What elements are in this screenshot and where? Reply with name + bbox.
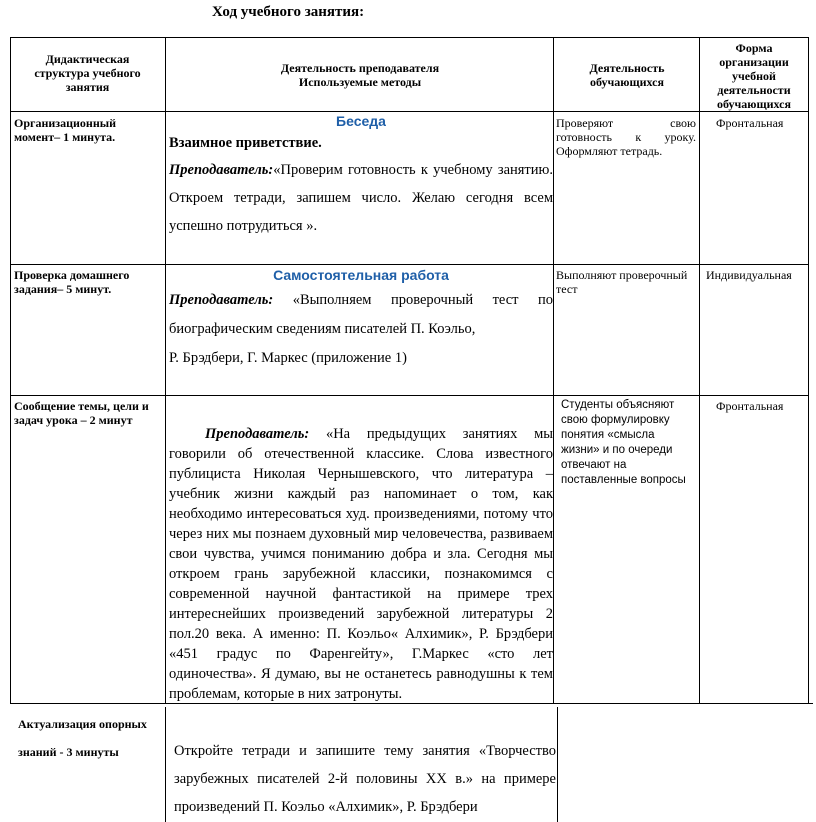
method-label: Беседа	[336, 113, 386, 129]
stage-topic-announcement: Сообщение темы, цели и задач урока – 2 минут	[14, 399, 149, 427]
col-border	[165, 707, 166, 822]
teacher-cell-2	[169, 268, 553, 373]
speech-text: «Проверим готовность к учебному занятию. Откроем тетради, запишем число. Желаю сегодня всем успешно потрудиться ».	[169, 162, 553, 234]
header-form: Форма организации учебной деятельности обучающихся	[717, 41, 791, 111]
stage-org-moment: Организационный момент– 1 минута.	[14, 116, 117, 144]
teacher-cell-4: Откройте тетради и запишите тему занятия «Творчество зарубежных писателей 2-й половины XX в.» на примере произведений П. Коэльо «Алхимик», Р. Брэдбери	[174, 743, 556, 815]
table-top-border	[10, 37, 809, 38]
students-cell-3: Студенты объясняют свою формулировку понятия «смысла жизни» и по очереди отвечают на поставленные вопросы	[561, 399, 686, 486]
header-teacher-activity	[170, 61, 550, 89]
col-border	[165, 37, 166, 704]
stage-homework-check: Проверка домашнего задания– 5 минут.	[14, 268, 130, 296]
speech-text: «Выполняем проверочный тест по биографическим сведениям писателей П. Коэльо,	[169, 292, 554, 337]
teacher-speech	[169, 156, 553, 240]
row-border	[10, 264, 809, 265]
table-right-border	[808, 37, 809, 704]
teacher-speech	[169, 286, 553, 344]
form-cell-3: Фронтальная	[716, 399, 784, 413]
header-students: Деятельность обучающихся	[589, 61, 665, 89]
speaker-label: Преподаватель:	[169, 162, 274, 178]
header-teacher-line2: Используемые методы	[298, 75, 422, 89]
form-cell-1: Фронтальная	[716, 116, 784, 130]
table-left-border	[10, 37, 11, 704]
header-structure: Дидактическая структура учебного занятия	[34, 52, 141, 94]
header-teacher-line1: Деятельность преподавателя	[280, 61, 440, 75]
page-title: Ход учебного занятия:	[212, 4, 365, 20]
students-cell-2: Выполняют проверочный тест	[556, 268, 688, 296]
teacher-cell-1	[169, 114, 553, 240]
col-border	[553, 37, 554, 704]
speaker-label: Преподаватель:	[205, 426, 310, 442]
col-border	[557, 707, 558, 822]
col-border	[699, 37, 700, 704]
speech-text-continued: Р. Брэдбери, Г. Маркес (приложение 1)	[169, 350, 407, 366]
teacher-cell-3	[169, 424, 553, 704]
stage-actualization: Актуализация опорных знаний - 3 минуты	[18, 717, 147, 759]
speaker-label: Преподаватель:	[169, 292, 274, 308]
header-bottom-border	[10, 111, 809, 112]
students-cell-1: Проверяют свою готовность к уроку. Оформляют тетрадь.	[556, 116, 696, 158]
method-label: Самостоятельная работа	[273, 267, 449, 283]
activity-heading: Взаимное приветствие.	[169, 135, 322, 151]
form-cell-2: Индивидуальная	[706, 268, 792, 282]
speech-text: «На предыдущих занятиях мы говорили об отечественной классике. Слова известного публициста Николая Чернышевского, что литература – учебник жизни каждый раз напоминает о том, как необходимо интересоваться худ. произведениями, потому что через них мы познаем духовный мир человечества, развиваем свои чувства, учимся пониманию добра и зла. Сегодня мы откроем грань зарубежной классики, познакомимся с современной научной фантастикой на примере трех интереснейших произведений зарубежной литературы 2 пол.20 века. А именно: П. Коэльо« Алхимик», Р. Брэдбери «451 градус по Фаренгейту», Г.Маркес «сто лет одиночества». Я думаю, вы не останетесь равнодушны к тем проблемам, которые в них затронуты.	[169, 426, 553, 702]
row-border	[10, 395, 809, 396]
